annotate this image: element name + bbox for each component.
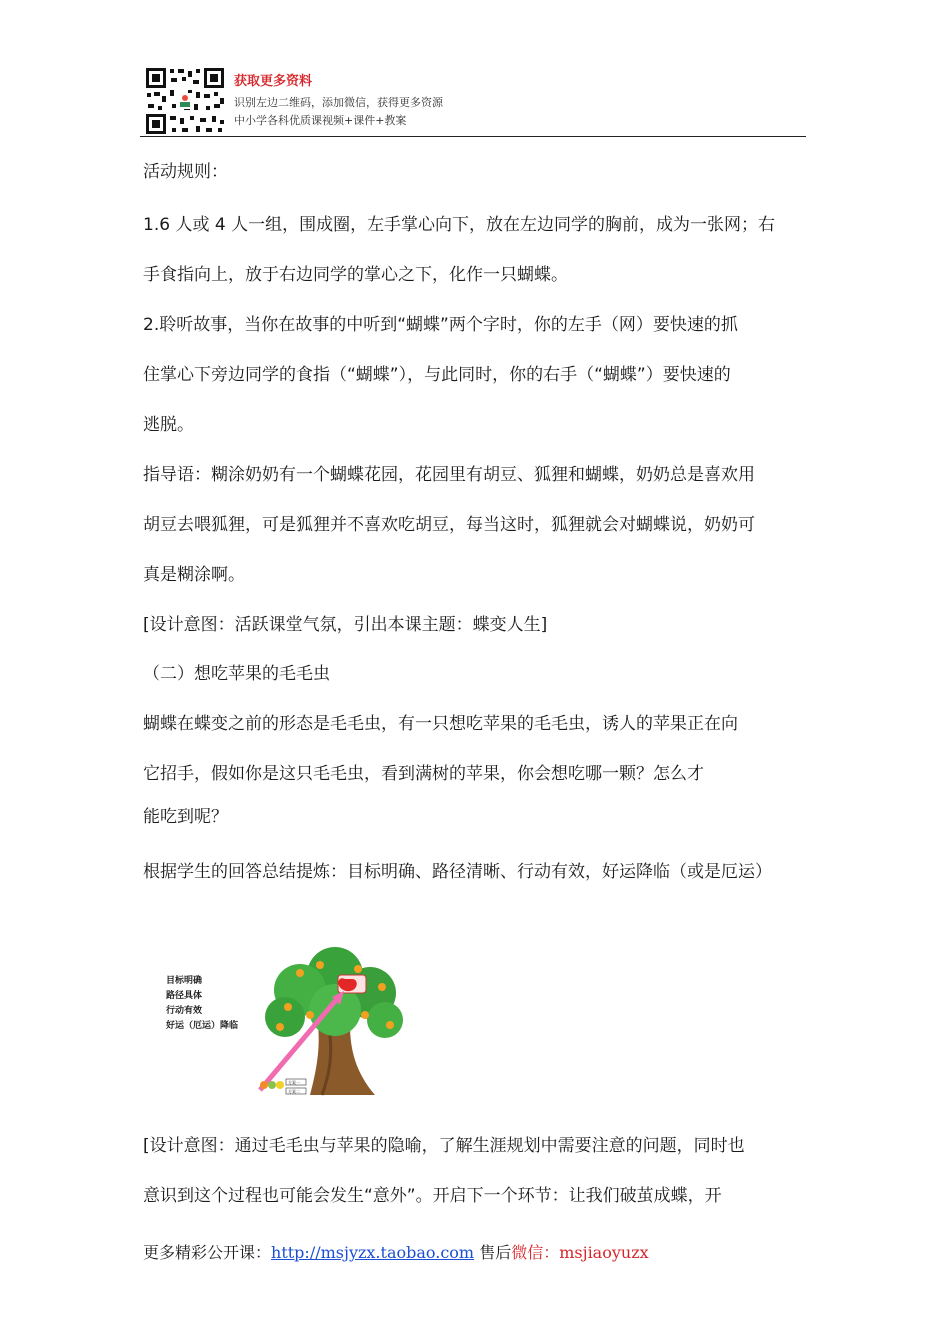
paragraph-caterpillar-b: 它招手，假如你是这只毛毛虫，看到满树的苹果，你会想吃哪一颗？怎么才 (143, 764, 704, 784)
header-divider (140, 136, 806, 137)
figure-label-luck: 好运（厄运）降临 (166, 1021, 239, 1031)
apple-tree-illustration (160, 945, 412, 1099)
paragraph-rule-2c: 逃脱。 (143, 415, 194, 435)
footer-wechat-label: 微信： (511, 1243, 560, 1262)
paragraph-rules-heading: 活动规则： (143, 162, 228, 182)
brand-title: 获取更多资料 (234, 74, 313, 89)
paragraph-rule-1a: 1.6 人或 4 人一组，围成圈，左手掌心向下，放在左边同学的胸前，成为一张网；右 (143, 215, 776, 235)
footer-shop-link[interactable]: http://msjyzx.taobao.com (271, 1243, 475, 1262)
paragraph-summary: 根据学生的回答总结提炼：目标明确、路径清晰、行动有效，好运降临（或是厄运） (143, 862, 772, 882)
paragraph-guide-b: 胡豆去喂狐狸，可是狐狸并不喜欢吃胡豆，每当这时，狐狸就会对蝴蝶说，奶奶可 (143, 515, 755, 535)
paragraph-guide-a: 指导语：糊涂奶奶有一个蝴蝶花园，花园里有胡豆、狐狸和蝴蝶，奶奶总是喜欢用 (143, 465, 755, 485)
qr-code-icon (144, 66, 226, 136)
page-header (140, 62, 806, 140)
signpost-label-1: 方案一 (288, 1080, 300, 1085)
paragraph-rule-2a: 2.聆听故事，当你在故事的中听到“蝴蝶”两个字时，你的左手（网）要快速的抓 (143, 315, 738, 335)
signpost-label-2: 方案二 (288, 1089, 300, 1094)
footer-wechat-id: msjiaoyuzx (559, 1243, 649, 1262)
paragraph-caterpillar-c: 能吃到呢？ (143, 807, 228, 827)
paragraph-rule-1b: 手食指向上，放于右边同学的掌心之下，化作一只蝴蝶。 (143, 265, 568, 285)
figure-label-goal: 目标明确 (166, 976, 203, 986)
caterpillar-icon (260, 1081, 268, 1089)
footer-aftersales: 售后 (474, 1243, 512, 1262)
section-heading-caterpillar: （二）想吃苹果的毛毛虫 (143, 664, 330, 684)
figure-label-action: 行动有效 (166, 1006, 203, 1016)
paragraph-design-intent-2b: 意识到这个过程也可能会发生“意外”。开启下一个环节：让我们破茧成蝶，开 (143, 1186, 722, 1206)
brand-line-1: 识别左边二维码，添加微信，获得更多资源 (234, 96, 443, 109)
figure-label-path: 路径具体 (166, 991, 203, 1001)
footer-prefix: 更多精彩公开课： (143, 1243, 272, 1262)
paragraph-design-intent-1: [设计意图：活跃课堂气氛，引出本课主题：蝶变人生] (143, 615, 548, 635)
page-footer (143, 1240, 649, 1263)
paragraph-rule-2b: 住掌心下旁边同学的食指（“蝴蝶”），与此同时，你的右手（“蝴蝶”）要快速的 (143, 365, 731, 385)
paragraph-caterpillar-a: 蝴蝶在蝶变之前的形态是毛毛虫，有一只想吃苹果的毛毛虫，诱人的苹果正在向 (143, 714, 738, 734)
paragraph-guide-c: 真是糊涂啊。 (143, 565, 245, 585)
paragraph-design-intent-2a: [设计意图：通过毛毛虫与苹果的隐喻，了解生涯规划中需要注意的问题，同时也 (143, 1136, 745, 1156)
brand-line-2: 中小学各科优质课视频+课件+教案 (234, 114, 407, 127)
